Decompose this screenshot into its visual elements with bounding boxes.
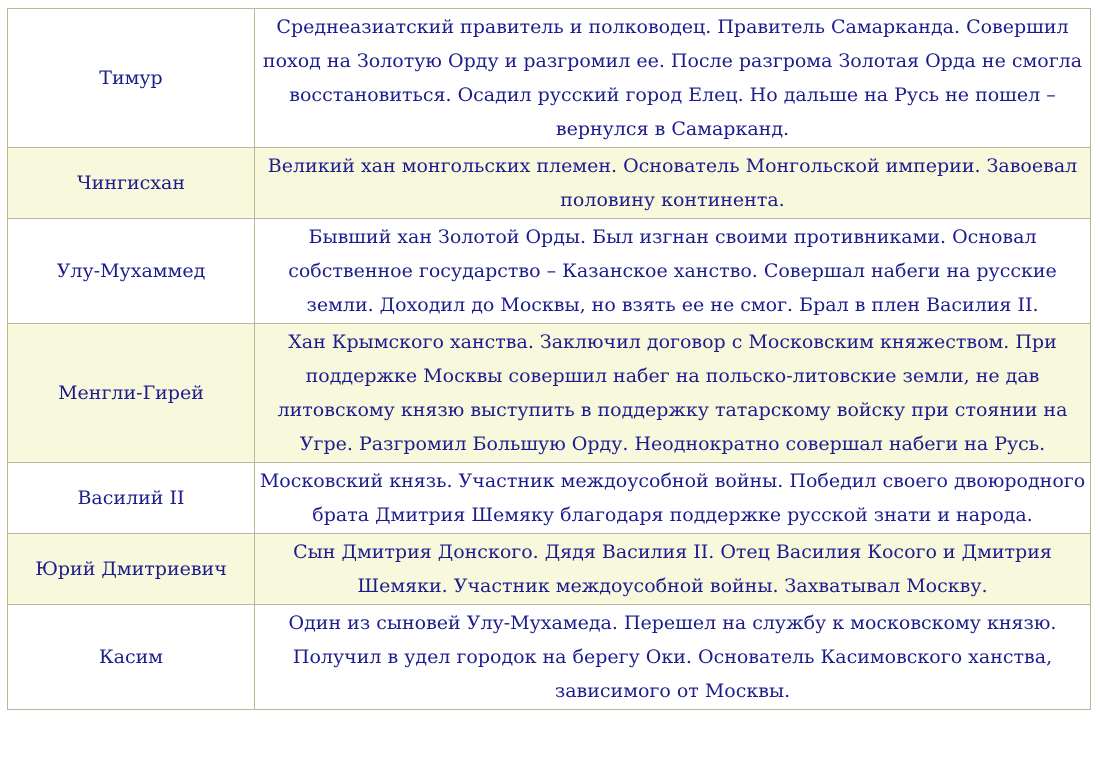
ruler-name: Юрий Дмитриевич bbox=[8, 534, 255, 605]
ruler-name: Чингисхан bbox=[8, 148, 255, 219]
ruler-description: Бывший хан Золотой Орды. Был изгнан своими противниками. Основал собственное государство – Казанское ханство. Совершал набеги на русские земли. Доходил до Москвы, но взять ее не смог. Брал в плен Василия II. bbox=[255, 219, 1091, 324]
rulers-table bbox=[7, 8, 1091, 710]
table-row bbox=[8, 605, 1091, 710]
ruler-name: Менгли-Гирей bbox=[8, 324, 255, 463]
table-row bbox=[8, 148, 1091, 219]
ruler-description: Сын Дмитрия Донского. Дядя Василия II. Отец Василия Косого и Дмитрия Шемяки. Участник междоусобной войны. Захватывал Москву. bbox=[255, 534, 1091, 605]
ruler-description: Великий хан монгольских племен. Основатель Монгольской империи. Завоевал половину континента. bbox=[255, 148, 1091, 219]
table-row bbox=[8, 9, 1091, 148]
ruler-name: Василий II bbox=[8, 463, 255, 534]
table-row bbox=[8, 463, 1091, 534]
ruler-name: Тимур bbox=[8, 9, 255, 148]
ruler-name: Улу-Мухаммед bbox=[8, 219, 255, 324]
table-row bbox=[8, 534, 1091, 605]
table-row bbox=[8, 219, 1091, 324]
ruler-name: Касим bbox=[8, 605, 255, 710]
ruler-description: Хан Крымского ханства. Заключил договор с Московским княжеством. При поддержке Москвы совершил набег на польско-литовские земли, не дав литовскому князю выступить в поддержку татарскому войску при стоянии на Угре. Разгромил Большую Орду. Неоднократно совершал набеги на Русь. bbox=[255, 324, 1091, 463]
ruler-description: Один из сыновей Улу-Мухамеда. Перешел на службу к московскому князю. Получил в удел городок на берегу Оки. Основатель Касимовского ханства, зависимого от Москвы. bbox=[255, 605, 1091, 710]
ruler-description: Среднеазиатский правитель и полководец. Правитель Самарканда. Совершил поход на Золотую Орду и разгромил ее. После разгрома Золотая Орда не смогла восстановиться. Осадил русский город Елец. Но дальше на Русь не пошел – вернулся в Самарканд. bbox=[255, 9, 1091, 148]
table-row bbox=[8, 324, 1091, 463]
ruler-description: Московский князь. Участник междоусобной войны. Победил своего двоюродного брата Дмитрия Шемяку благодаря поддержке русской знати и народа. bbox=[255, 463, 1091, 534]
